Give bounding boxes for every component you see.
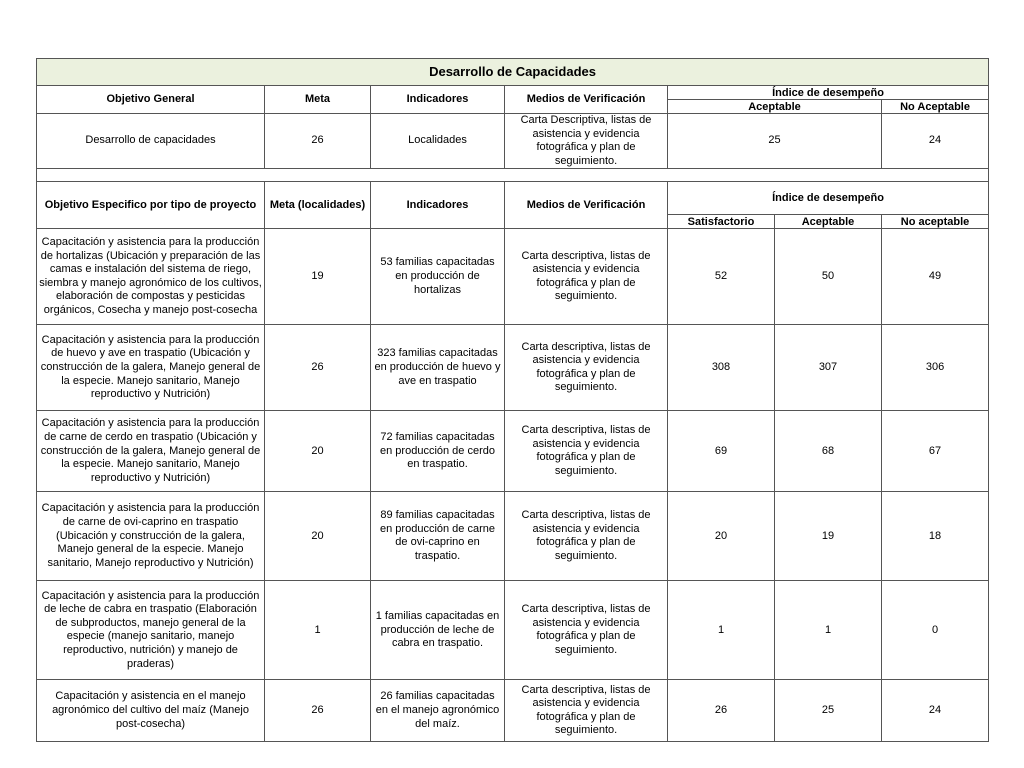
cell-satisfactorio: 69 [668,411,775,492]
cell-satisfactorio: 308 [668,325,775,411]
cell-satisfactorio: 26 [668,680,775,742]
table-row [37,229,989,325]
cell-meta: 26 [265,325,371,411]
header-objetivo-general: Objetivo General [37,86,265,114]
header-satisfactorio: Satisfactorio [668,215,775,229]
general-indicadores: Localidades [371,114,505,169]
cell-indicadores: 53 familias capacitadas en producción de hortalizas [371,229,505,325]
cell-no-aceptable: 49 [882,229,989,325]
header-no-aceptable: No Aceptable [882,100,989,114]
header-indicadores: Indicadores [371,86,505,114]
header-no-aceptable-2: No aceptable [882,215,989,229]
cell-aceptable: 25 [775,680,882,742]
cell-no-aceptable: 306 [882,325,989,411]
cell-aceptable: 19 [775,492,882,581]
cell-objetivo: Capacitación y asistencia para la producción de huevo y ave en traspatio (Ubicación y construcción de la galera, Manejo general de la especie. Manejo sanitario, Manejo reproductivo y Nutrición) [37,325,265,411]
cell-indicadores: 1 familias capacitadas en producción de leche de cabra en traspatio. [371,581,505,680]
header-indice-2: Índice de desempeño [668,182,989,215]
header-medios: Medios de Verificación [505,86,668,114]
header-indice: Índice de desempeño [668,86,989,100]
cell-meta: 19 [265,229,371,325]
cell-indicadores: 72 familias capacitadas en producción de cerdo en traspatio. [371,411,505,492]
table-row [37,581,989,680]
cell-meta: 20 [265,411,371,492]
cell-meta: 26 [265,680,371,742]
cell-medios: Carta descriptiva, listas de asistencia y evidencia fotográfica y plan de seguimiento. [505,229,668,325]
cell-medios: Carta descriptiva, listas de asistencia y evidencia fotográfica y plan de seguimiento. [505,411,668,492]
cell-satisfactorio: 52 [668,229,775,325]
cell-medios: Carta descriptiva, listas de asistencia y evidencia fotográfica y plan de seguimiento. [505,325,668,411]
table-row [37,411,989,492]
cell-aceptable: 1 [775,581,882,680]
cell-medios: Carta descriptiva, listas de asistencia y evidencia fotográfica y plan de seguimiento. [505,492,668,581]
cell-aceptable: 50 [775,229,882,325]
table-title: Desarrollo de Capacidades [37,59,989,86]
cell-meta: 20 [265,492,371,581]
general-no-aceptable: 24 [882,114,989,169]
general-objetivo: Desarrollo de capacidades [37,114,265,169]
header-medios-2: Medios de Verificación [505,182,668,229]
cell-indicadores: 323 familias capacitadas en producción de huevo y ave en traspatio [371,325,505,411]
cell-no-aceptable: 0 [882,581,989,680]
cell-medios: Carta descriptiva, listas de asistencia y evidencia fotográfica y plan de seguimiento. [505,581,668,680]
cell-objetivo: Capacitación y asistencia para la producción de carne de ovi-caprino en traspatio (Ubicación y construcción de la galera, Manejo general de la especie. Manejo sanitario, Manejo reproductivo y Nutrición) [37,492,265,581]
table-row [37,325,989,411]
header-meta-localidades: Meta (localidades) [265,182,371,229]
general-meta: 26 [265,114,371,169]
cell-satisfactorio: 1 [668,581,775,680]
table-row [37,680,989,742]
cell-objetivo: Capacitación y asistencia para la producción de carne de cerdo en traspatio (Ubicación y construcción de la galera, Manejo general de la especie. Manejo sanitario, Manejo reproductivo y Nutrición) [37,411,265,492]
spacer-row [37,169,989,182]
general-aceptable: 25 [668,114,882,169]
cell-aceptable: 307 [775,325,882,411]
cell-no-aceptable: 18 [882,492,989,581]
general-medios: Carta Descriptiva, listas de asistencia y evidencia fotográfica y plan de seguimiento. [505,114,668,169]
capacidades-sheet [36,58,988,742]
header-aceptable: Aceptable [668,100,882,114]
cell-no-aceptable: 24 [882,680,989,742]
header-objetivo-especifico: Objetivo Especifico por tipo de proyecto [37,182,265,229]
header-meta: Meta [265,86,371,114]
cell-objetivo: Capacitación y asistencia para la producción de leche de cabra en traspatio (Elaboración de subproductos, manejo general de la especie (manejo sanitario, manejo reproductivo, nutrición) y manejo de praderas) [37,581,265,680]
table-row [37,492,989,581]
cell-no-aceptable: 67 [882,411,989,492]
header-indicadores-2: Indicadores [371,182,505,229]
cell-satisfactorio: 20 [668,492,775,581]
cell-indicadores: 89 familias capacitadas en producción de carne de ovi-caprino en traspatio. [371,492,505,581]
header-aceptable-2: Aceptable [775,215,882,229]
cell-aceptable: 68 [775,411,882,492]
cell-meta: 1 [265,581,371,680]
capacidades-table [36,58,989,742]
cell-objetivo: Capacitación y asistencia para la producción de hortalizas (Ubicación y preparación de las camas e instalación del sistema de riego, siembra y manejo agronómico de los cultivos, elaboración de compostas y pesticidas orgánicos, Cosecha y manejo post-cosecha [37,229,265,325]
cell-indicadores: 26 familias capacitadas en el manejo agronómico del maíz. [371,680,505,742]
cell-medios: Carta descriptiva, listas de asistencia y evidencia fotográfica y plan de seguimiento. [505,680,668,742]
cell-objetivo: Capacitación y asistencia en el manejo agronómico del cultivo del maíz (Manejo post-cosecha) [37,680,265,742]
